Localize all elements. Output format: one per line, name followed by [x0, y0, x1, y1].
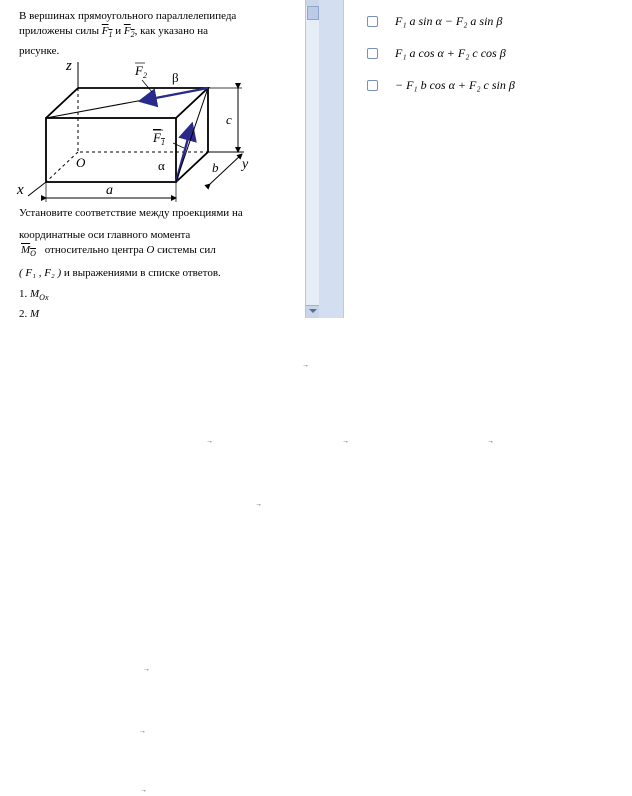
- stray-arrow-glyph: →: [255, 500, 262, 508]
- label-f1: $F_1$: [153, 130, 165, 147]
- moment-projection-symbol: $M_{Ox}$: [30, 288, 49, 302]
- label-c: c: [226, 112, 232, 127]
- label-x: x: [17, 182, 24, 198]
- question-line-1: В вершинах прямоугольного параллелепипеда: [19, 10, 237, 22]
- label-a: a: [106, 183, 113, 198]
- answer-label: F₁ a cos α + F₂ c cos β: [395, 46, 506, 60]
- box-hidden-edges: [78, 88, 208, 152]
- parallelepiped-figure: [14, 58, 294, 208]
- stray-arrow-glyph: →: [302, 361, 309, 369]
- question-text: и выражениями в списке ответов.: [63, 267, 221, 279]
- box-front-face: [46, 118, 176, 182]
- label-y: y: [242, 157, 249, 172]
- stray-arrow-glyph: →: [139, 727, 146, 735]
- matching-item-2: 2. M: [19, 308, 40, 318]
- force-f2-symbol: $F_2$: [123, 25, 135, 39]
- label-alpha: α: [158, 158, 165, 173]
- stray-arrow-glyph: →: [140, 786, 147, 794]
- question-line-2: [19, 24, 208, 39]
- label-f2: $F_2$: [135, 63, 147, 80]
- question-line-3: рисунке.: [19, 45, 60, 57]
- stray-arrow-glyph: →: [206, 437, 213, 445]
- force-f1-symbol: $F_1$: [101, 25, 113, 39]
- question-panel: [0, 0, 305, 318]
- answer-checkbox[interactable]: [367, 16, 378, 27]
- center-symbol: O: [146, 244, 155, 256]
- force-system-symbol: ( F₁ , F₂ ): [19, 267, 62, 279]
- question-text: относительно центра: [44, 244, 144, 256]
- moment-symbol: $M_O$: [21, 244, 36, 258]
- question-text: системы сил: [157, 244, 216, 256]
- answer-checkbox[interactable]: [367, 80, 378, 91]
- question-line-6: [19, 243, 216, 258]
- panel-divider: [319, 0, 344, 318]
- question-line-4: Установите соответствие между проекциями на: [19, 207, 243, 219]
- label-o: O: [76, 155, 86, 170]
- vertical-scrollbar[interactable]: [305, 0, 320, 318]
- question-line-7: [19, 266, 221, 280]
- stray-arrow-glyph: →: [143, 665, 150, 673]
- x-axis: [28, 182, 46, 196]
- question-text: приложены силы: [19, 25, 100, 37]
- stray-arrow-glyph: →: [342, 437, 349, 445]
- label-z: z: [66, 58, 72, 74]
- chevron-down-icon: [309, 309, 317, 313]
- answer-checkbox[interactable]: [367, 48, 378, 59]
- answer-label: − F₁ b cos α + F₂ c sin β: [395, 78, 515, 92]
- stray-arrow-glyph: →: [487, 437, 494, 445]
- question-text: и: [115, 25, 122, 37]
- question-text: , как указано на: [134, 25, 208, 37]
- matching-item-1: 1. $M_{Ox}$: [19, 288, 49, 302]
- label-b: b: [212, 160, 219, 175]
- scroll-down-button[interactable]: [306, 305, 320, 318]
- label-beta: β: [172, 70, 179, 85]
- scroll-thumb[interactable]: [307, 6, 319, 20]
- answer-label: F₁ a sin α − F₂ a sin β: [395, 14, 503, 28]
- question-line-5: координатные оси главного момента: [19, 229, 191, 241]
